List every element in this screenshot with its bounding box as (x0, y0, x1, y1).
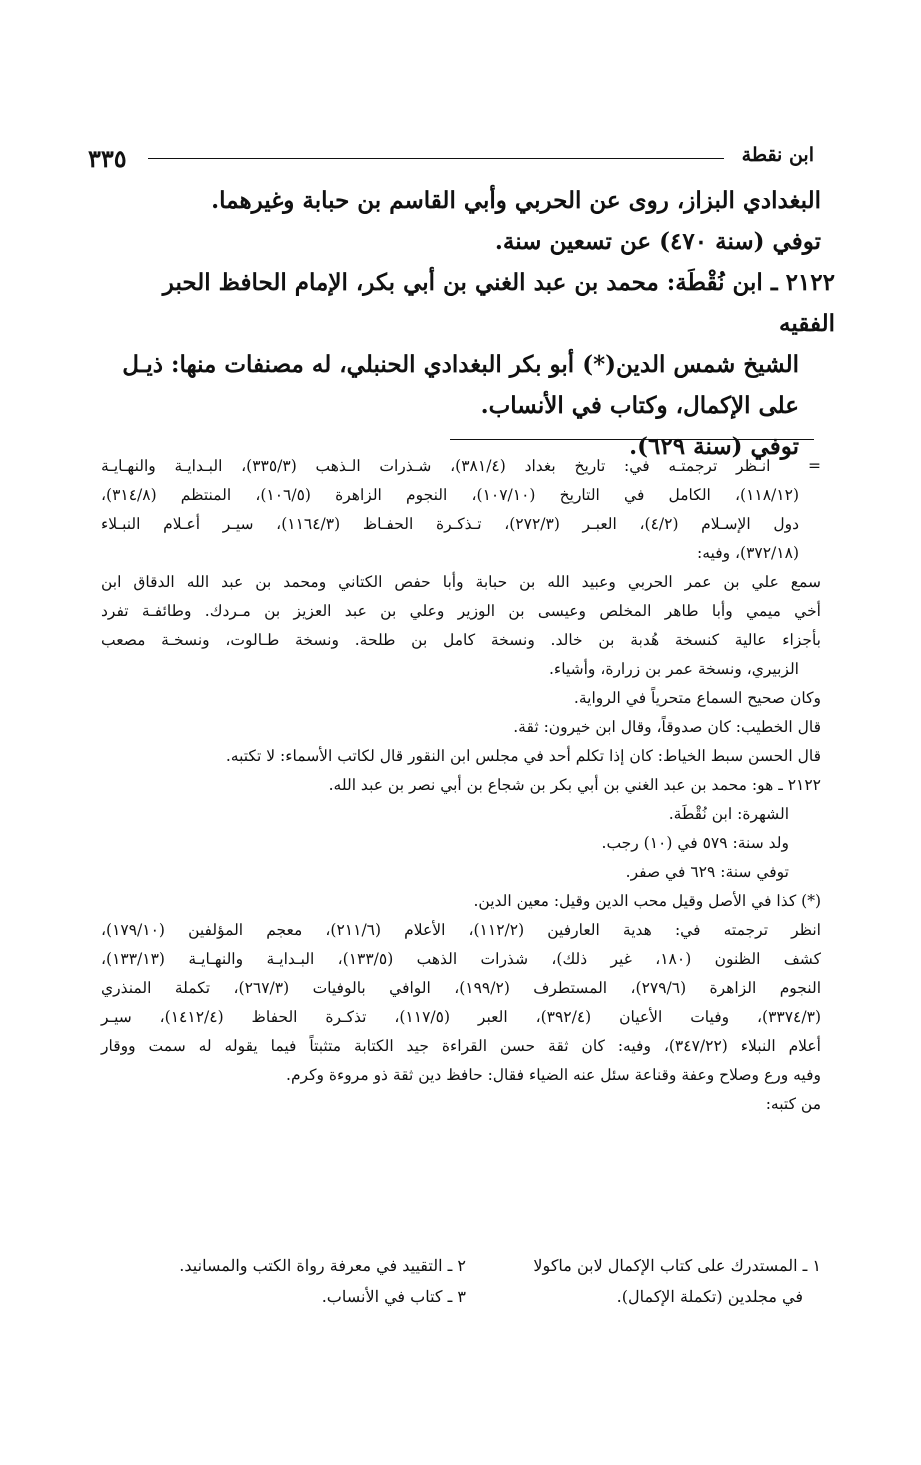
prev-note-line: الزبيري، ونسخة عمر بن زرارة، وأشياء. (549, 660, 799, 678)
prev-note-line: = انـظر ترجمتـه في: تاريخ بغداد (٣٨١/٤)، شـذرات الـذهب (٣٣٥/٣)، البـدايـة والنهـايـة (101, 457, 821, 475)
entry-line-1: محمد بن عبد الغني بن أبي بكر، الإمام الحافظ الحبر الفقيه (162, 269, 835, 337)
main-text (101, 180, 835, 467)
prev-note-line: قال الخطيب: كان صدوقاً، وقال ابن خيرون: ثقة. (513, 718, 821, 736)
note-2122-line: ٢١٢٢ ـ هو: محمد بن عبد الغني بن أبي بكر بن شجاع بن أبي نصر بن عبد الله. (328, 776, 821, 794)
sources-line: كشف الظنون (١٨٠، غير ذلك)، شذرات الذهب (١٣٣/٥)، البـدايـة والنهـايـة (١٣٣/١٣)، (101, 950, 822, 968)
sources-line: النجوم الزاهرة (٢٧٩/٦)، المستطرف (١٩٩/٢)، الوافي بالوفيات (٢٦٧/٣)، تكملة المنذري (101, 979, 822, 997)
entry-line-2: الشيخ شمس الدين(*) أبو بكر البغدادي الحنبلي، له مصنفات منها: ذيـل (122, 351, 799, 378)
page-header (88, 144, 814, 174)
entry-number: ٢١٢٢ ـ ابن نُقْطَة: (666, 269, 835, 296)
prev-note-line: (٣٧٢/١٨)، وفيه: (696, 544, 799, 562)
books-column-right (471, 1250, 821, 1312)
asterisk-note: (*) كذا في الأصل وقيل محب الدين وقيل: معين الدين. (473, 892, 821, 910)
note-2122-line: الشهرة: ابن نُقْطَة. (668, 805, 789, 823)
entry-line-4: توفي (سنة ٦٢٩). (629, 433, 799, 460)
page-number: ٣٣٥ (88, 144, 127, 173)
prev-note-line: أخي ميمي وأبا طاهر المخلص وعيسى بن الوزير وعلي بن عبد العزيز بن مـردك. وطائفـة تفرد (101, 602, 821, 620)
entry-2122 (101, 262, 835, 344)
header-rule (148, 158, 724, 159)
books-column-left (116, 1250, 466, 1312)
books-heading: من كتبه: (765, 1095, 821, 1113)
entry-line-3: على الإكمال، وكتاب في الأنساب. (480, 392, 799, 419)
prev-note-line: قال الحسن سبط الخياط: كان إذا تكلم أحد في مجلس ابن النقور قال لكاتب الأسماء: لا تكتبه. (225, 747, 821, 765)
continuation-marker: = (808, 457, 821, 475)
prev-note-line: وكان صحيح السماع متحرياً في الرواية. (573, 689, 821, 707)
book-item-1-cont: في مجلدين (تكملة الإكمال). (616, 1287, 803, 1306)
prev-note-line: سمع علي بن عمر الحربي وعبيد الله بن حبابة وأبا حفص الكتاني ومحمد بن عبد الله الدقاق ابن (101, 573, 821, 591)
prev-note-line: دول الإسـلام (٤/٢)، العبـر (٢٧٢/٣)، تـذكـرة الحفـاظ (١١٦٤/٣)، سيـر أعـلام النبـلاء (101, 515, 800, 533)
sources-line: أعلام النبلاء (٣٤٧/٢٢)، وفيه: كان ثقة حسن القراءة جيد الكتابة متثبتاً فيما يقوله له سمت ووقار (101, 1037, 821, 1055)
main-line-2: توفي (سنة ٤٧٠) عن تسعين سنة. (494, 228, 821, 255)
sources-line: وفيه ورع وصلاح وعفة وقناعة سئل عنه الضياء فقال: حافظ دين ثقة ذو مروءة وكرم. (286, 1066, 821, 1084)
prev-note-line: (١١٨/١٢)، الكامل في التاريخ (١٠٧/١٠)، النجوم الزاهرة (١٠٦/٥)، المنتظم (٣١٤/٨)، (101, 486, 799, 504)
running-title: ابن نقطة (741, 144, 814, 166)
note-2122-line: ولد سنة: ٥٧٩ في (١٠) رجب. (601, 834, 789, 852)
prev-note-line: بأجزاء عالية كنسخة هُدبة بن خالد. ونسخة كامل بن طلحة. ونسخة طـالوت، ونسخـة مصعب (101, 631, 821, 649)
book-item-1: ١ ـ المستدرك على كتاب الإكمال لابن ماكولا (533, 1256, 821, 1275)
sources-line: (٣٣٧٤/٣)، وفيات الأعيان (٣٩٢/٤)، العبر (١١٧/٥)، تذكـرة الحفاظ (١٤١٢/٤)، سيـر (101, 1008, 821, 1026)
main-line-1: البغدادي البزاز، روى عن الحربي وأبي القاسم بن حبابة وغيرهما. (211, 187, 821, 214)
book-item-2: ٢ ـ التقييد في معرفة رواة الكتب والمسانيد. (179, 1256, 466, 1275)
footnotes (101, 452, 821, 1119)
sources-line: انظر ترجمته في: هدية العارفين (١١٢/٢)، الأعلام (٢١١/٦)، معجم المؤلفين (١٧٩/١٠)، (101, 921, 821, 939)
footnote-separator (450, 439, 814, 440)
note-2122-line: توفي سنة: ٦٢٩ في صفر. (625, 863, 789, 881)
book-item-3: ٣ ـ كتاب في الأنساب. (321, 1287, 466, 1306)
